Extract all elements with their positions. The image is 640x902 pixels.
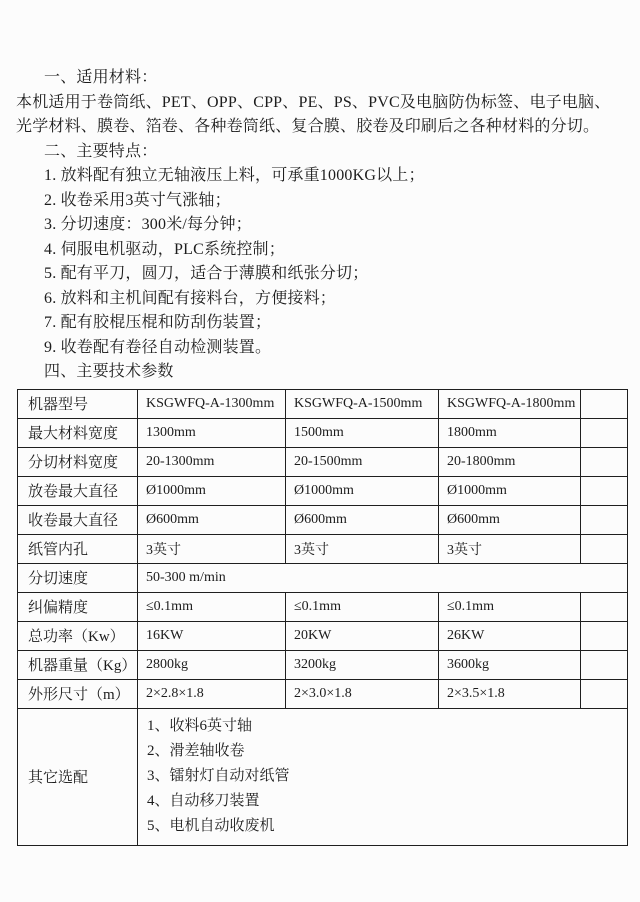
value-cell: 20-1500mm [286, 447, 439, 476]
value-cell: ≤0.1mm [286, 592, 439, 621]
value-cell: ≤0.1mm [439, 592, 581, 621]
option-line: 5、电机自动收废机 [147, 818, 275, 834]
table-row [18, 650, 628, 679]
table-row [18, 389, 628, 418]
empty-cell [581, 650, 628, 679]
feature-item: 5. 配有平刀，圆刀，适合于薄膜和纸张分切； [44, 265, 369, 282]
value-cell: Ø1000mm [439, 476, 581, 505]
value-cell: 3600kg [439, 650, 581, 679]
value-cell: 1500mm [286, 418, 439, 447]
value-cell: Ø600mm [286, 505, 439, 534]
value-cell: KSGWFQ-A-1300mm [138, 389, 286, 418]
value-cell: ≤0.1mm [138, 592, 286, 621]
row-label: 最大材料宽度 [18, 418, 138, 447]
value-cell: 2×3.0×1.8 [286, 679, 439, 708]
table-row [18, 418, 628, 447]
value-cell: 20KW [286, 621, 439, 650]
table-row [18, 679, 628, 708]
value-cell: Ø1000mm [138, 476, 286, 505]
row-label: 总功率（Kw） [18, 621, 138, 650]
row-label: 其它选配 [18, 708, 138, 845]
empty-cell [581, 505, 628, 534]
value-cell: 3英寸 [439, 534, 581, 563]
empty-cell [581, 447, 628, 476]
value-cell: 3英寸 [138, 534, 286, 563]
option-line: 1、收料6英寸轴 [147, 718, 253, 734]
feature-item: 2. 收卷采用3英寸气涨轴； [44, 191, 231, 209]
table-row [18, 476, 628, 505]
value-cell: Ø1000mm [286, 476, 439, 505]
row-label: 外形尺寸（m） [18, 679, 138, 708]
table-row [18, 708, 628, 845]
table-row [18, 505, 628, 534]
materials-paragraph-line-1: 本机适用于卷筒纸、PET、OPP、CPP、PE、PS、PVC及电脑防伪标签、电子电脑、 [16, 93, 611, 111]
value-cell: 2800kg [138, 650, 286, 679]
feature-item: 6. 放料和主机间配有接料台，方便接料； [44, 289, 337, 307]
empty-cell [581, 534, 628, 563]
materials-paragraph-line-2: 光学材料、膜卷、箔卷、各种卷筒纸、复合膜、胶卷及印刷后之各种材料的分切。 [16, 118, 600, 135]
empty-cell [581, 679, 628, 708]
value-cell: 20-1800mm [439, 447, 581, 476]
value-cell: 3英寸 [286, 534, 439, 563]
value-cell: 1800mm [439, 418, 581, 447]
table-row [18, 563, 628, 592]
value-cell: 3200kg [286, 650, 439, 679]
value-cell: KSGWFQ-A-1500mm [286, 389, 439, 418]
options-cell [138, 708, 628, 845]
value-cell: 26KW [439, 621, 581, 650]
empty-cell [581, 592, 628, 621]
features-list [16, 164, 627, 360]
heading-main-features: 二、主要特点： [44, 142, 158, 160]
row-label: 纸管内孔 [18, 534, 138, 563]
value-cell: 16KW [138, 621, 286, 650]
empty-cell [581, 389, 628, 418]
merged-value-cell: 50-300 m/min [138, 563, 628, 592]
table-row [18, 621, 628, 650]
option-line: 4、自动移刀装置 [147, 793, 260, 809]
table-row [18, 534, 628, 563]
option-line: 3、镭射灯自动对纸管 [147, 768, 290, 784]
row-label: 机器型号 [18, 389, 138, 418]
feature-item: 1. 放料配有独立无轴液压上料，可承重1000KG以上； [44, 167, 425, 184]
option-line: 2、滑差轴收卷 [147, 743, 245, 759]
table-row [18, 592, 628, 621]
value-cell: Ø600mm [138, 505, 286, 534]
row-label: 放卷最大直径 [18, 476, 138, 505]
feature-item: 7. 配有胶棍压棍和防刮伤装置； [44, 314, 272, 331]
empty-cell [581, 418, 628, 447]
empty-cell [581, 621, 628, 650]
parameters-table [17, 389, 628, 846]
table-row [18, 447, 628, 476]
feature-item: 4. 伺服电机驱动，PLC系统控制； [44, 240, 285, 258]
value-cell: 2×3.5×1.8 [439, 679, 581, 708]
heading-applicable-materials: 一、适用材料： [44, 69, 158, 86]
value-cell: 20-1300mm [138, 447, 286, 476]
feature-item: 3. 分切速度：300米/每分钟； [44, 216, 252, 233]
row-label: 分切材料宽度 [18, 447, 138, 476]
row-label: 纠偏精度 [18, 592, 138, 621]
empty-cell [581, 476, 628, 505]
value-cell: KSGWFQ-A-1800mm [439, 389, 581, 418]
value-cell: 1300mm [138, 418, 286, 447]
value-cell: 2×2.8×1.8 [138, 679, 286, 708]
row-label: 机器重量（Kg） [18, 650, 138, 679]
row-label: 收卷最大直径 [18, 505, 138, 534]
feature-item: 9. 收卷配有卷径自动检测装置。 [44, 338, 272, 356]
heading-tech-parameters: 四、主要技术参数 [44, 363, 174, 380]
parameters-table-body [18, 389, 628, 845]
row-label: 分切速度 [18, 563, 138, 592]
value-cell: Ø600mm [439, 505, 581, 534]
